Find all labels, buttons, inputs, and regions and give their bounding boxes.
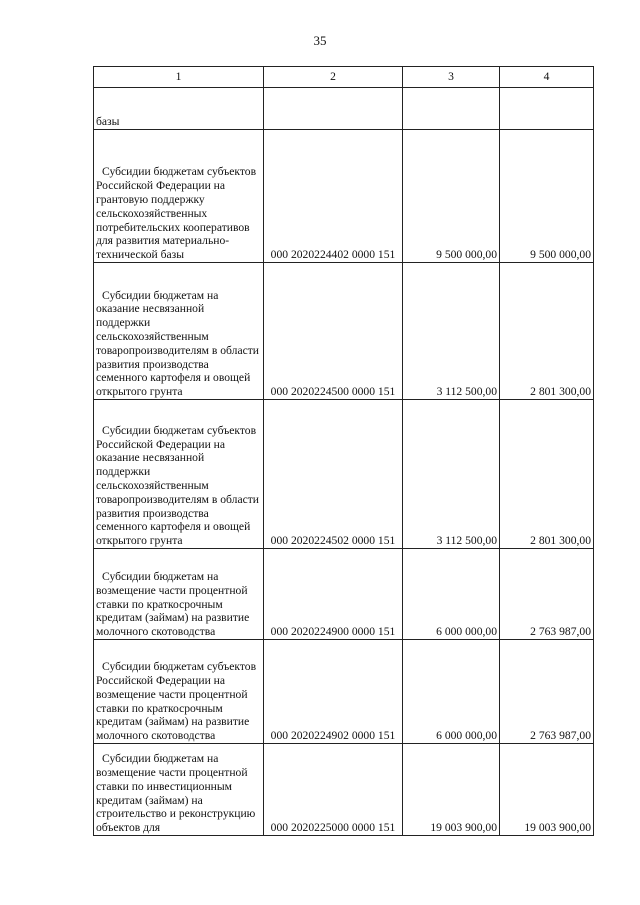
header-row	[94, 67, 594, 88]
row-description: Субсидии бюджетам субъектов Российской Федерации на возмещение части процентной ставки по краткосрочным кредитам (займам) на развитие молочного скотоводства	[94, 640, 264, 744]
table-row	[94, 88, 594, 130]
row-value-col4: 19 003 900,00	[500, 744, 594, 836]
row-value-col4: 2 801 300,00	[500, 263, 594, 400]
column-header: 4	[500, 67, 594, 88]
row-code: 000 2020225000 0000 151	[264, 744, 403, 836]
row-description: Субсидии бюджетам субъектов Российской Федерации на оказание несвязанной поддержки сельскохозяйственным товаропроизводителям в области развития производства семенного картофеля и овощей открытого грунта	[94, 400, 264, 549]
row-code: 000 2020224502 0000 151	[264, 400, 403, 549]
table-row	[94, 130, 594, 263]
page-number: 35	[313, 33, 327, 48]
row-value-col3: 3 112 500,00	[403, 263, 500, 400]
row-value-col3: 6 000 000,00	[403, 640, 500, 744]
row-description: базы	[94, 88, 264, 130]
row-description: Субсидии бюджетам на оказание несвязанной поддержки сельскохозяйственным товаропроизводителям в области развития производства семенного картофеля и овощей открытого грунта	[94, 263, 264, 400]
row-code	[264, 88, 403, 130]
row-description: Субсидии бюджетам субъектов Российской Федерации на грантовую поддержку сельскохозяйственных потребительских кооперативов для развития материально-технической базы	[94, 130, 264, 263]
table-row	[94, 744, 594, 836]
table-row	[94, 549, 594, 640]
table-row	[94, 640, 594, 744]
column-header: 2	[264, 67, 403, 88]
column-header: 1	[94, 67, 264, 88]
row-value-col4	[500, 88, 594, 130]
row-value-col4: 9 500 000,00	[500, 130, 594, 263]
row-description: Субсидии бюджетам на возмещение части процентной ставки по инвестиционным кредитам (займам) на строительство и реконструкцию объектов для	[94, 744, 264, 836]
table-row	[94, 400, 594, 549]
row-value-col3: 3 112 500,00	[403, 400, 500, 549]
budget-table	[93, 66, 594, 836]
row-code: 000 2020224402 0000 151	[264, 130, 403, 263]
row-code: 000 2020224500 0000 151	[264, 263, 403, 400]
row-code: 000 2020224902 0000 151	[264, 640, 403, 744]
row-value-col3: 19 003 900,00	[403, 744, 500, 836]
row-value-col4: 2 763 987,00	[500, 640, 594, 744]
row-value-col4: 2 763 987,00	[500, 549, 594, 640]
table-row	[94, 263, 594, 400]
row-value-col3: 9 500 000,00	[403, 130, 500, 263]
row-description: Субсидии бюджетам на возмещение части процентной ставки по краткосрочным кредитам (займам) на развитие молочного скотоводства	[94, 549, 264, 640]
row-code: 000 2020224900 0000 151	[264, 549, 403, 640]
row-value-col3	[403, 88, 500, 130]
column-header: 3	[403, 67, 500, 88]
row-value-col4: 2 801 300,00	[500, 400, 594, 549]
row-value-col3: 6 000 000,00	[403, 549, 500, 640]
